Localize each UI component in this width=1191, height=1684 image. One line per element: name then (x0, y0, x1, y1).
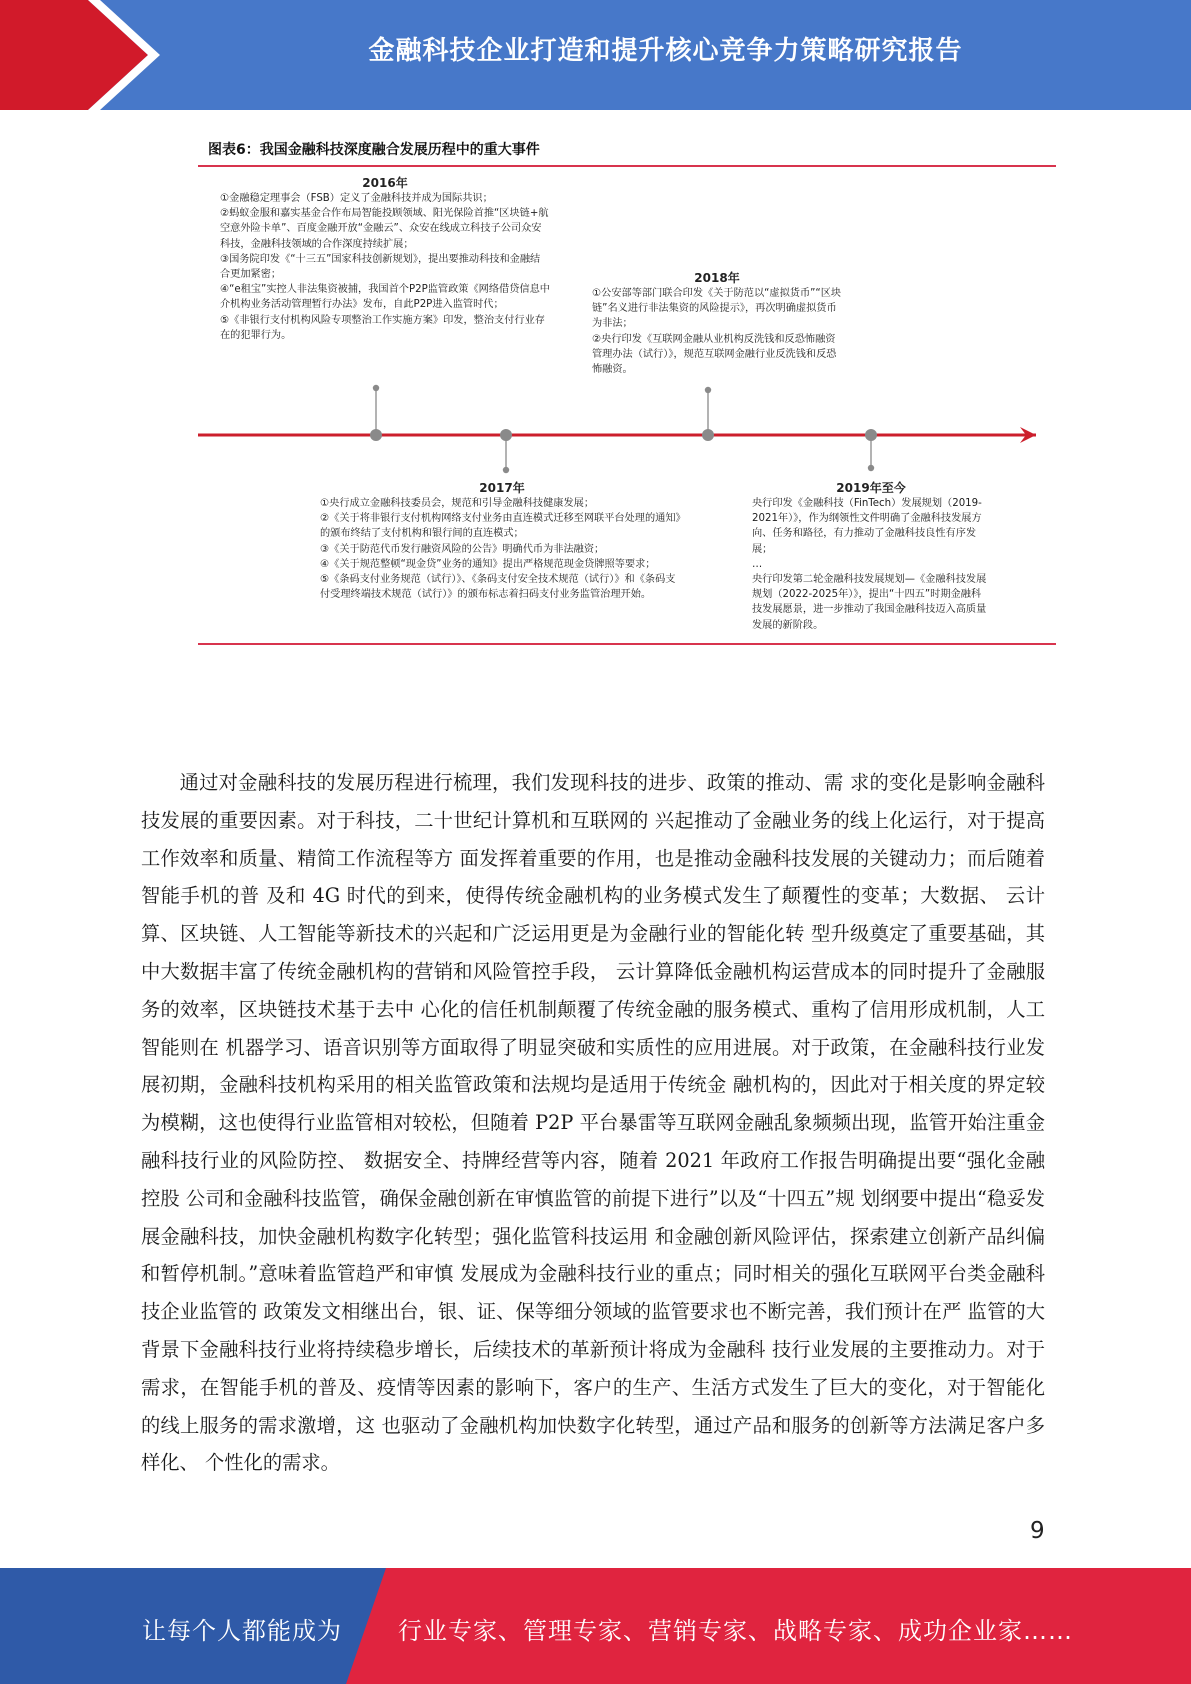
page-footer (0, 1568, 1191, 1684)
connector-2016-end (373, 385, 379, 391)
event-item: ①金融稳定理事会（FSB）定义了金融科技并成为国际共识； (220, 193, 493, 204)
event-2016 (220, 175, 550, 343)
event-item: ④“e租宝”实控人非法集资被捕，我国首个P2P监管政策《网络借贷信息中介机构业务活动管理暂行办法》发布，自此P2P进入监管时代； (220, 284, 550, 311)
event-item: ③国务院印发《“十三五”国家科技创新规划》，提出要推动科技和金融结合更加紧密； (220, 253, 541, 281)
event-item: … (752, 558, 763, 570)
event-item: ④《关于规范整顿“现金贷”业务的通知》提出严格规范现金贷牌照等要求； (320, 558, 656, 570)
timeline-figure (198, 135, 1056, 647)
event-item: ③《关于防范代币发行融资风险的公告》明确代币为非法融资； (320, 543, 605, 555)
page-number: 9 (1030, 1518, 1045, 1544)
event-2019 (752, 480, 990, 633)
event-item: ①央行成立金融科技委员会，规范和引导金融科技健康发展； (320, 498, 595, 509)
event-year: 2018年 (694, 271, 740, 285)
node-2016 (370, 429, 382, 441)
node-2019 (865, 429, 877, 441)
event-item: ②央行印发《互联网金融从业机构反洗钱和反恐怖融资管理办法（试行）》，规范互联网金融行业反洗钱和反恐怖融资。 (592, 333, 837, 376)
connector-2017-end (503, 467, 509, 473)
connector-2018-end (705, 387, 711, 393)
figure-bottom-rule (198, 643, 1056, 645)
connector-2019-end (868, 465, 874, 471)
figure-title: 图表6：我国金融科技深度融合发展历程中的重大事件 (208, 142, 540, 158)
event-item: ⑤《非银行支付机构风险专项整治工作实施方案》印发，整治支付行业存在的犯罪行为。 (220, 314, 545, 341)
page-header (0, 0, 1191, 110)
footer-slogan-left: 让每个人都能成为 (142, 1617, 342, 1645)
event-item: ⑤《条码支付业务规范（试行）》、《条码支付安全技术规范（试行）》和《条码支付受理终端技术规范（试行）》的颁布标志着扫码支付业务监管治理开始。 (320, 574, 676, 601)
event-year: 2016年 (362, 176, 408, 190)
body-paragraph: 通过对金融科技的发展历程进行梳理，我们发现科技的进步、政策的推动、需 求的变化是影响金融科技发展的重要因素。对于科技，二十世纪计算机和互联网的 兴起推动了金融业务的线上化运行，对于提高工作效率和质量、精简工作流程等方 面发挥着重要的作用，也是推动金融科技发展的关键动力；而后随着智能手机的普 及和 4G 时代的到来，使得传统金融机构的业务模式发生了颠覆性的变革；大数据、 云计算、区块链、人工智能等新技术的兴起和广泛运用更是为金融行业的智能化转 型升级奠定了重要基础，其中大数据丰富了传统金融机构的营销和风险管控手段， 云计算降低金融机构运营成本的同时提升了金融服务的效率，区块链技术基于去中 心化的信任机制颠覆了传统金融的服务模式、重构了信用形成机制，人工智能则在 机器学习、语音识别等方面取得了明显突破和实质性的应用进展。对于政策，在金融科技行业发展初期，金融科技机构采用的相关监管政策和法规均是适用于传统金 融机构的，因此对于相关度的界定较为模糊，这也使得行业监管相对较松，但随着 P2P 平台暴雷等互联网金融乱象频频出现，监管开始注重金融科技行业的风险防控、 数据安全、持牌经营等内容，随着 2021 年政府工作报告明确提出要“强化金融控股 公司和金融科技监管，确保金融创新在审慎监管的前提下进行”以及“十四五”规 划纲要中提出“稳妥发展金融科技，加快金融机构数字化转型；强化监管科技运用 和金融创新风险评估，探索建立创新产品纠偏和暂停机制。”意味着监管趋严和审慎 发展成为金融科技行业的重点；同时相关的强化互联网平台类金融科技企业监管的 政策发文相继出台，银、证、保等细分领域的监管要求也不断完善，我们预计在严 监管的大背景下金融科技行业将持续稳步增长，后续技术的革新预计将成为金融科 技行业发展的主要推动力。对于需求，在智能手机的普及、疫情等因素的影响下，客户的生产、生活方式发生了巨大的变化，对于智能化的线上服务的需求激增，这 也驱动了金融机构加快数字化转型，通过产品和服务的创新等方法满足客户多样化、 个性化的需求。 (141, 771, 1045, 1475)
event-year: 2017年 (479, 481, 525, 495)
event-2017 (320, 480, 684, 602)
event-item: ②《关于将非银行支付机构网络支付业务由直连模式迁移至网联平台处理的通知》的颁布终结了支付机构和银行间的直连模式； (320, 513, 681, 540)
report-title: 金融科技企业打造和提升核心竞争力策略研究报告 (368, 36, 963, 66)
event-item: 央行印发《金融科技（FinTech）发展规划（2019-2021年）》，作为纲领性文件明确了金融科技发展方向、任务和路径，有力推动了金融科技良性有序发展； (752, 498, 982, 555)
event-2018 (592, 270, 842, 377)
event-year: 2019年至今 (836, 481, 906, 495)
footer-slogan-right: 行业专家、管理专家、营销专家、战略专家、成功企业家…… (398, 1617, 1073, 1645)
node-2018 (702, 429, 714, 441)
body-text (141, 764, 1045, 1482)
event-item: ②蚂蚁金服和嘉实基金合作布局智能投顾领域、阳光保险首推“区块链+航空意外险卡单”、百度金融开放“金融云”、众安在线成立科技子公司众安科技，金融科技领域的合作深度持续扩展； (220, 208, 549, 250)
node-2017 (500, 429, 512, 441)
event-item: 央行印发第二轮金融科技发展规划—《金融科技发展规划（2022-2025年）》，提出“十四五”时期金融科技发展愿景，进一步推动了我国金融科技迈入高质量发展的新阶段。 (752, 574, 987, 631)
event-item: ①公安部等部门联合印发《关于防范以“虚拟货币”“区块链”名义进行非法集资的风险提示》，再次明确虚拟货币为非法； (592, 288, 842, 330)
